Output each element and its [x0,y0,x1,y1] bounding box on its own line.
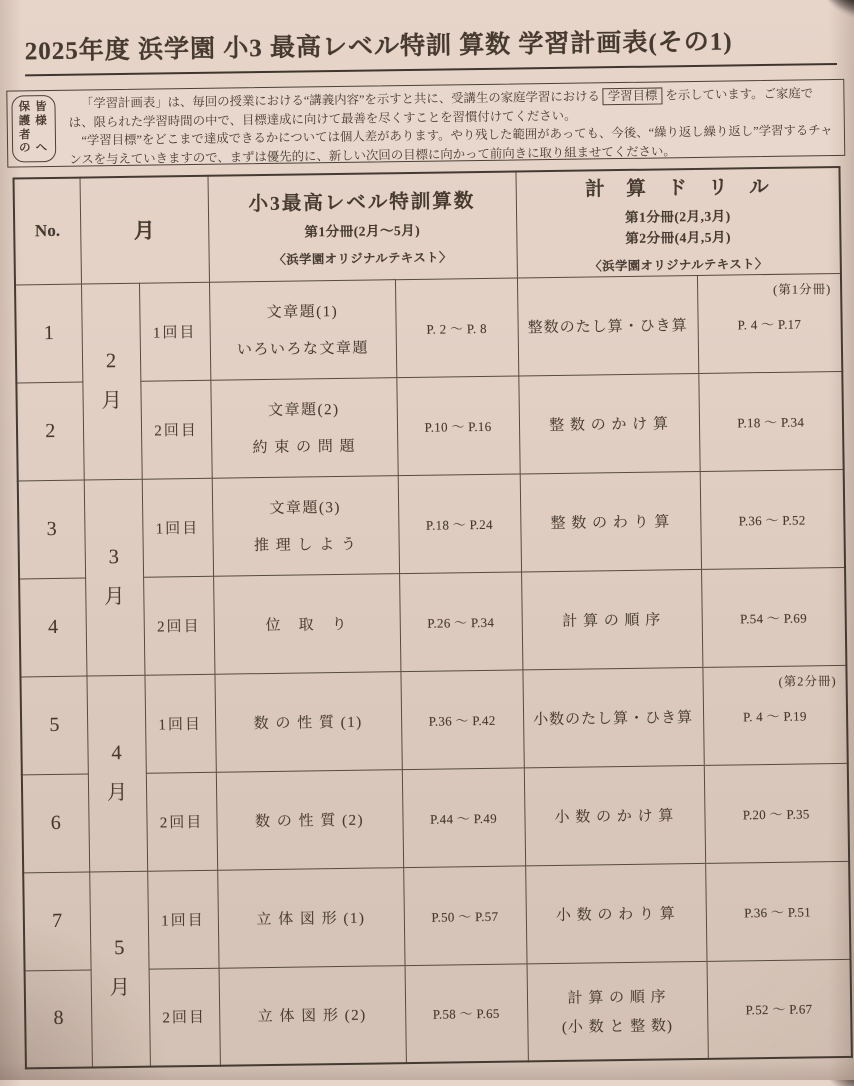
lesson-pages-cell: P.26 〜 P.34 [399,571,522,671]
lesson-line1: 立 体 図 形 (1) [256,910,366,928]
drill-pages-cell [705,861,850,961]
session-cell: 2回目 [149,968,220,1067]
session-cell: 2回目 [140,380,211,479]
drill-pages: P.36 〜 P.51 [744,903,812,920]
drill-cell [524,765,705,866]
drill-pages-cell [701,567,846,667]
header-drill-sub1: 第1分冊(2月,3月) [624,208,731,225]
lesson-line1: 立 体 図 形 (2) [257,1007,367,1026]
lesson-cell [210,377,397,478]
lesson-line1: 文章題(2) [267,401,340,419]
session-cell: 2回目 [143,576,214,675]
notice-audience-label [11,95,56,163]
header-lesson [207,171,516,281]
drill-cell [522,667,703,768]
drill-pages: P.36 〜 P.52 [738,511,806,528]
notice-paragraph-2: “学習目標”をどこまで達成できるかについては個人差があります。やり残した範囲があっても、今後、“繰り返し繰り返し”学習するチャンスを与えていきますので、まずは優先的に、新しい次回の目標に向かって前向きに取り組ませてください。 [69,123,833,167]
goal-box-label: 学習目標 [603,87,663,105]
drill-pages: P.20 〜 P.35 [742,805,810,822]
lesson-line1: 数 の 性 質 (2) [254,812,365,830]
header-drill-sub2: 第2分冊(4月,5月) [625,229,732,246]
drill-pages: P. 4 〜 P.19 [742,707,807,724]
drill-cell [520,471,701,572]
notice-text [57,80,844,166]
lesson-cell [209,279,396,380]
session-cell: 1回目 [139,282,210,381]
drill-line1: 小 数 の わ り 算 [555,905,676,924]
drill-pages: P.18 〜 P.34 [737,413,805,430]
drill-line1: 計 算 の 順 序 [562,612,662,630]
lesson-pages-cell: P.18 〜 P.24 [398,473,521,573]
lesson-cell [216,769,403,870]
drill-pages-cell [698,371,843,471]
table-row [15,273,842,383]
drill-line1: 整 数 の か け 算 [549,415,670,434]
notice-audience-line: 保皆 [18,100,52,114]
lesson-line1: 文章題(3) [269,499,342,517]
drill-pages-cell [707,959,852,1059]
drill-pages-cell [704,763,849,863]
drill-line2: (小 数 と 整 数) [561,1018,674,1036]
no-cell: 6 [22,774,89,873]
lesson-pages-cell: P.50 〜 P.57 [403,865,526,965]
drill-cell [525,863,706,964]
month-cell [81,283,142,480]
table-header-row [14,167,841,285]
table-row [23,861,850,971]
lesson-cell [212,475,399,576]
lesson-line2: 約 束 の 問 題 [252,438,357,457]
page-title: 2025年度 浜学園 小3 最高レベル特訓 算数 学習計画表(その1) [24,20,837,76]
drill-pages: P.52 〜 P.67 [745,1001,813,1018]
month-cell [86,675,147,872]
schedule-table-wrap [13,166,853,1069]
no-cell: 1 [15,284,82,383]
header-drill [515,167,840,278]
drill-pages-cell [697,273,842,373]
lesson-pages-cell: P.44 〜 P.49 [402,767,525,867]
month-unit: 月 [103,585,125,608]
notice-p1-before: 「学習計画表」は、毎回の授業における“講義内容”を示すと共に、受講生の家庭学習における [80,89,600,111]
drill-cell [521,569,702,670]
lesson-cell [214,671,401,772]
lesson-pages-cell: P. 2 〜 P. 8 [395,277,518,377]
month-cell [84,479,145,676]
drill-line1: 整数のたし算・ひき算 [527,317,688,336]
drill-cell [518,373,699,474]
session-cell: 1回目 [144,674,215,773]
header-lesson-note: 〈浜学園オリジナルテキスト〉 [273,250,452,268]
drill-cell [517,275,698,376]
lesson-line1: 文章題(1) [266,303,339,321]
header-lesson-title: 小3最高レベル特訓算数 [248,191,476,216]
month-unit: 月 [109,977,131,1000]
lesson-line2: いろいろな文章題 [236,340,370,359]
lesson-pages-cell: P.36 〜 P.42 [400,669,523,769]
drill-line1: 小 数 の か け 算 [554,807,675,826]
schedule-table [13,166,853,1069]
month-unit: 月 [106,781,128,804]
month-unit: 月 [101,389,123,412]
month-number: 3 [108,545,120,568]
no-cell: 4 [19,578,86,677]
no-cell: 3 [18,480,85,579]
header-no: No. [14,178,81,285]
lesson-line1: 位 取 り [265,616,349,634]
header-drill-title: 計 算 ド リ ル [585,176,770,201]
notice-box [6,79,845,168]
session-cell: 2回目 [146,772,217,871]
notice-audience-line: 者 [18,128,36,141]
month-number: 4 [111,741,122,764]
month-cell [89,871,150,1068]
no-cell: 7 [23,872,90,971]
no-cell: 8 [25,970,92,1069]
month-number: 5 [113,937,125,960]
lesson-cell [217,867,404,968]
session-cell: 1回目 [147,870,218,969]
lesson-cell [213,573,400,674]
lesson-pages-cell: P.10 〜 P.16 [396,375,519,475]
notice-audience-line: 護様 [18,114,52,128]
drill-line1: 計 算 の 順 序 [567,989,667,1007]
drill-pages-cell [700,469,845,569]
lesson-pages-cell: P.58 〜 P.65 [405,963,528,1063]
drill-pages-cell [702,665,847,765]
header-month: 月 [80,176,209,284]
drill-line1: 小数のたし算・ひき算 [533,709,694,728]
drill-line1: 整 数 の わ り 算 [550,513,671,532]
no-cell: 2 [16,382,83,481]
table-row [20,665,847,775]
lesson-line1: 数 の 性 質 (1) [253,714,363,732]
header-drill-note: 〈浜学園オリジナルテキスト〉 [589,256,768,274]
lesson-line2: 推 理 し よ う [253,536,358,555]
session-cell: 1回目 [142,478,213,577]
notice-p1-after: を示しています。ご家庭では、限られた学習時間の中で、目標達成に向けて最善を尽くすことを習慣付けてください。 [68,86,814,130]
no-cell: 5 [20,676,87,775]
drill-cell [527,961,708,1062]
table-row [18,469,845,579]
notice-audience-line: のへ [19,142,53,155]
month-number: 2 [105,349,117,372]
lesson-cell [219,965,406,1066]
drill-volume-note: (第1分冊) [772,281,832,297]
drill-pages: P. 4 〜 P.17 [737,316,802,332]
drill-volume-note: (第2分冊) [778,673,837,689]
header-lesson-sub: 第1分冊(2月〜5月) [304,223,421,240]
drill-pages: P.54 〜 P.69 [739,609,808,626]
